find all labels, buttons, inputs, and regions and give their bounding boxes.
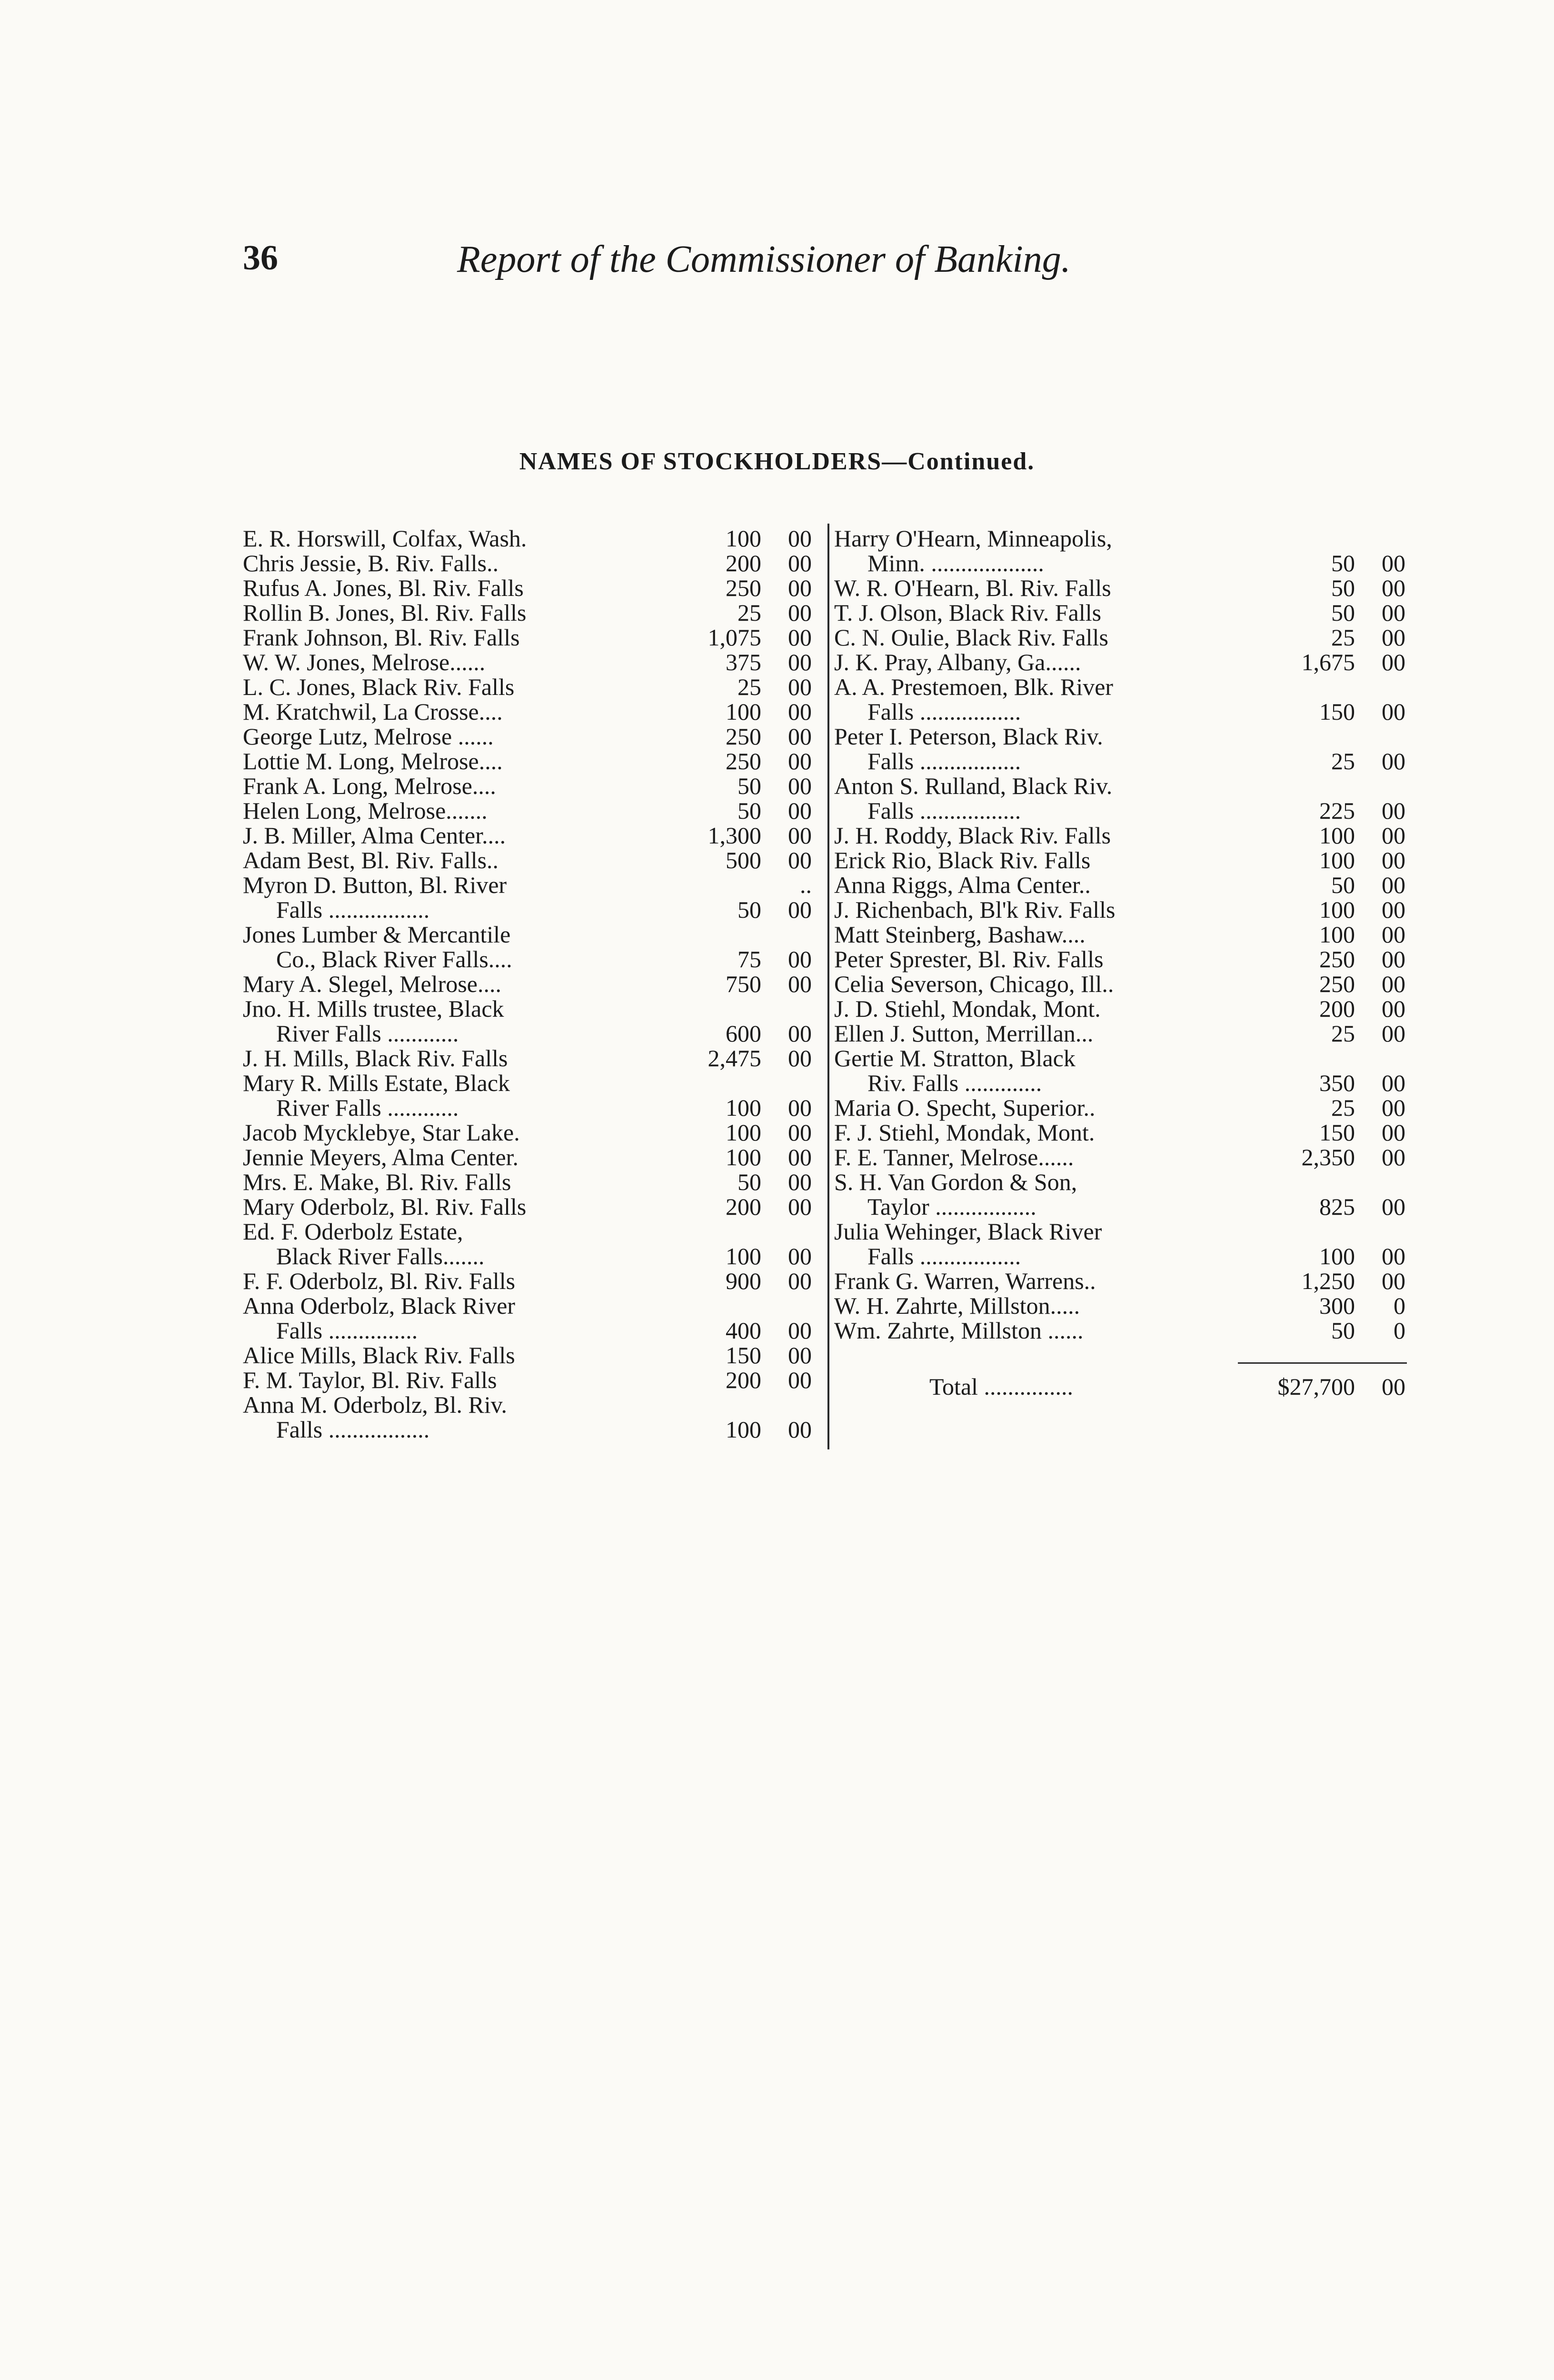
amount-cents: 00 <box>788 698 812 725</box>
stockholder-row <box>834 897 1405 922</box>
stockholder-name: Mary Oderbolz, Bl. Riv. Falls <box>243 1193 527 1220</box>
stockholder-row <box>834 1170 1405 1194</box>
amount-dollars: 100 <box>726 1243 761 1269</box>
amount-cents: 00 <box>1382 946 1405 972</box>
amount-dollars: 25 <box>737 674 761 700</box>
amount-dollars: 350 <box>1319 1070 1355 1096</box>
amount-dollars: 100 <box>1319 847 1355 873</box>
amount-dollars: 100 <box>1319 896 1355 923</box>
page-title: Report of the Commissioner of Banking. <box>457 238 1071 280</box>
amount-cents: 0 <box>1394 1292 1405 1319</box>
stockholder-row <box>243 1219 812 1244</box>
amount-dollars: 1,075 <box>707 624 761 651</box>
stockholder-name: W. R. O'Hearn, Bl. Riv. Falls <box>834 575 1111 601</box>
amount-cents: 00 <box>788 797 812 824</box>
amount-cents: 00 <box>788 575 812 601</box>
amount-cents: 00 <box>788 624 812 651</box>
amount-dollars: 225 <box>1319 797 1355 824</box>
page-number: 36 <box>243 238 278 278</box>
stockholder-name: River Falls ............ <box>276 1094 459 1121</box>
stockholder-name: Rufus A. Jones, Bl. Riv. Falls <box>243 575 524 601</box>
stockholder-row <box>834 1318 1405 1343</box>
amount-dollars: 400 <box>726 1317 761 1344</box>
stockholder-row <box>834 996 1405 1021</box>
amount-dollars: 150 <box>1319 1119 1355 1146</box>
amount-dollars: 25 <box>1331 1094 1355 1121</box>
amount-cents: 00 <box>788 946 812 972</box>
amount-cents: 00 <box>1382 599 1405 626</box>
stockholder-row <box>243 972 812 996</box>
stockholder-name: Wm. Zahrte, Millston ...... <box>834 1317 1084 1344</box>
amount-cents: 00 <box>1382 624 1405 651</box>
stockholder-name: J. H. Roddy, Black Riv. Falls <box>834 822 1111 849</box>
amount-cents: 00 <box>788 1193 812 1220</box>
amount-cents: 00 <box>788 1342 812 1368</box>
amount-cents: 00 <box>1382 995 1405 1022</box>
amount-dollars: 100 <box>1319 822 1355 849</box>
stockholder-name: Ellen J. Sutton, Merrillan... <box>834 1020 1094 1047</box>
stockholder-name: Anna Riggs, Alma Center.. <box>834 872 1091 898</box>
stockholder-row <box>243 897 812 922</box>
stockholder-row <box>834 625 1405 650</box>
amount-cents: 00 <box>1382 575 1405 601</box>
stockholder-row <box>834 1071 1405 1095</box>
stockholder-name: Falls ............... <box>276 1317 418 1344</box>
amount-dollars: 200 <box>726 1367 761 1393</box>
amount-cents: 00 <box>788 1416 812 1443</box>
amount-cents: 00 <box>1382 1020 1405 1047</box>
stockholder-row <box>243 1368 812 1392</box>
stockholder-name: Minn. ................... <box>867 550 1044 576</box>
amount-cents: 00 <box>788 773 812 799</box>
page-header <box>243 238 1424 295</box>
stockholder-name: Mary R. Mills Estate, Black <box>243 1070 510 1096</box>
stockholder-list-left <box>243 526 812 1442</box>
stockholder-row <box>243 575 812 600</box>
stockholder-row <box>834 1293 1405 1318</box>
amount-cents: 00 <box>788 1020 812 1047</box>
amount-cents: 00 <box>1382 748 1405 774</box>
amount-dollars: 100 <box>726 1416 761 1443</box>
amount-dollars: 750 <box>726 971 761 997</box>
amount-dollars: 825 <box>1319 1193 1355 1220</box>
stockholder-row <box>243 1095 812 1120</box>
stockholder-row <box>243 1021 812 1046</box>
stockholder-name: T. J. Olson, Black Riv. Falls <box>834 599 1102 626</box>
stockholder-row <box>243 798 812 823</box>
amount-cents: 00 <box>1382 847 1405 873</box>
stockholder-row <box>834 1046 1405 1071</box>
stockholder-row <box>834 724 1405 749</box>
amount-dollars: 50 <box>1331 1317 1355 1344</box>
amount-dollars: 250 <box>726 575 761 601</box>
amount-cents: 00 <box>788 1268 812 1294</box>
stockholder-name: C. N. Oulie, Black Riv. Falls <box>834 624 1108 651</box>
stockholder-name: F. F. Oderbolz, Bl. Riv. Falls <box>243 1268 516 1294</box>
stockholder-name: J. B. Miller, Alma Center.... <box>243 822 506 849</box>
stockholder-name: Helen Long, Melrose....... <box>243 797 488 824</box>
amount-cents: 00 <box>788 1119 812 1146</box>
amount-dollars: 50 <box>1331 575 1355 601</box>
stockholder-name: Taylor ................. <box>867 1193 1036 1220</box>
stockholder-name: S. H. Van Gordon & Son, <box>834 1169 1077 1195</box>
stockholder-name: Falls ................. <box>867 797 1021 824</box>
stockholder-name: Falls ................. <box>867 1243 1021 1269</box>
amount-dollars: 1,675 <box>1301 649 1355 675</box>
stockholder-row <box>243 625 812 650</box>
stockholder-name: Peter Sprester, Bl. Riv. Falls <box>834 946 1104 972</box>
amount-cents: 00 <box>1382 971 1405 997</box>
stockholder-name: Black River Falls....... <box>276 1243 485 1269</box>
stockholder-name: Falls ................. <box>276 896 430 923</box>
amount-dollars: 100 <box>726 1144 761 1170</box>
stockholder-name: Chris Jessie, B. Riv. Falls.. <box>243 550 499 576</box>
stockholder-name: J. H. Mills, Black Riv. Falls <box>243 1045 508 1071</box>
amount-cents: 00 <box>1382 649 1405 675</box>
stockholder-row <box>243 1318 812 1343</box>
stockholder-name: Rollin B. Jones, Bl. Riv. Falls <box>243 599 527 626</box>
stockholder-row <box>243 1417 812 1442</box>
amount-dollars: 25 <box>1331 1020 1355 1047</box>
stockholder-row <box>834 575 1405 600</box>
stockholder-row <box>243 1392 812 1417</box>
stockholder-row <box>834 1145 1405 1170</box>
stockholder-name: Julia Wehinger, Black River <box>834 1218 1102 1245</box>
stockholder-row <box>243 947 812 972</box>
amount-dollars: 300 <box>1319 1292 1355 1319</box>
stockholder-name: L. C. Jones, Black Riv. Falls <box>243 674 515 700</box>
stockholder-name: Mrs. E. Make, Bl. Riv. Falls <box>243 1169 511 1195</box>
stockholder-row <box>834 699 1405 724</box>
stockholder-name: Alice Mills, Black Riv. Falls <box>243 1342 515 1368</box>
stockholder-name: W. H. Zahrte, Millston..... <box>834 1292 1080 1319</box>
amount-cents: 00 <box>1382 1243 1405 1269</box>
stockholder-row <box>834 749 1405 774</box>
stockholder-row <box>834 972 1405 996</box>
amount-cents: 00 <box>1382 1193 1405 1220</box>
stockholder-row <box>834 1021 1405 1046</box>
stockholder-row <box>243 873 812 897</box>
stockholder-name: J. K. Pray, Albany, Ga...... <box>834 649 1081 675</box>
stockholder-name: Co., Black River Falls.... <box>276 946 512 972</box>
amount-dollars: 50 <box>737 773 761 799</box>
amount-cents: 00 <box>788 1144 812 1170</box>
amount-cents: 00 <box>788 1169 812 1195</box>
amount-dollars: 2,350 <box>1301 1144 1355 1170</box>
total-label: Total ............... <box>929 1373 1074 1400</box>
amount-dollars: 250 <box>726 723 761 750</box>
amount-dollars: 500 <box>726 847 761 873</box>
total-dollars: $27,700 <box>1277 1373 1355 1400</box>
stockholder-row <box>243 699 812 724</box>
amount-cents: .. <box>800 872 812 898</box>
stockholder-row <box>834 823 1405 848</box>
stockholder-row <box>834 551 1405 575</box>
amount-dollars: 100 <box>726 698 761 725</box>
stockholder-row <box>834 1244 1405 1269</box>
stockholder-row <box>243 922 812 947</box>
amount-dollars: 250 <box>1319 971 1355 997</box>
amount-dollars: 100 <box>726 1119 761 1146</box>
amount-cents: 00 <box>788 822 812 849</box>
stockholder-name: Erick Rio, Black Riv. Falls <box>834 847 1091 873</box>
stockholder-name: Frank Johnson, Bl. Riv. Falls <box>243 624 520 651</box>
stockholder-row <box>243 526 812 551</box>
stockholder-name: E. R. Horswill, Colfax, Wash. <box>243 525 527 552</box>
stockholder-row <box>834 1095 1405 1120</box>
amount-dollars: 900 <box>726 1268 761 1294</box>
stockholder-name: F. M. Taylor, Bl. Riv. Falls <box>243 1367 497 1393</box>
amount-dollars: 600 <box>726 1020 761 1047</box>
amount-dollars: 25 <box>737 599 761 626</box>
amount-dollars: 2,475 <box>707 1045 761 1071</box>
amount-dollars: 50 <box>1331 872 1355 898</box>
stockholder-row <box>834 1269 1405 1293</box>
amount-dollars: 1,250 <box>1301 1268 1355 1294</box>
amount-dollars: 50 <box>737 797 761 824</box>
stockholder-name: Falls ................. <box>867 698 1021 725</box>
stockholder-name: Gertie M. Stratton, Black <box>834 1045 1076 1071</box>
total-cents: 00 <box>1382 1373 1405 1400</box>
amount-cents: 00 <box>788 1094 812 1121</box>
amount-dollars: 200 <box>1319 995 1355 1022</box>
stockholder-row <box>243 650 812 674</box>
stockholder-row <box>243 1194 812 1219</box>
total-rule <box>1238 1362 1407 1364</box>
amount-cents: 00 <box>788 723 812 750</box>
stockholder-row <box>243 848 812 873</box>
amount-dollars: 100 <box>726 525 761 552</box>
stockholder-name: Maria O. Specht, Superior.. <box>834 1094 1096 1121</box>
stockholder-name: M. Kratchwil, La Crosse.... <box>243 698 503 725</box>
stockholder-row <box>834 1120 1405 1145</box>
amount-dollars: 200 <box>726 1193 761 1220</box>
amount-cents: 00 <box>788 1367 812 1393</box>
stockholder-name: Falls ................. <box>276 1416 430 1443</box>
amount-cents: 00 <box>1382 896 1405 923</box>
stockholder-name: River Falls ............ <box>276 1020 459 1047</box>
stockholder-row <box>834 1194 1405 1219</box>
amount-dollars: 200 <box>726 550 761 576</box>
amount-cents: 00 <box>1382 872 1405 898</box>
amount-dollars: 100 <box>1319 1243 1355 1269</box>
amount-dollars: 25 <box>1331 624 1355 651</box>
stockholder-name: F. J. Stiehl, Mondak, Mont. <box>834 1119 1095 1146</box>
stockholder-row <box>243 674 812 699</box>
stockholder-name: Frank G. Warren, Warrens.. <box>834 1268 1096 1294</box>
amount-cents: 00 <box>1382 921 1405 948</box>
amount-cents: 00 <box>788 971 812 997</box>
stockholder-row <box>243 551 812 575</box>
stockholder-row <box>834 848 1405 873</box>
stockholder-row <box>243 1293 812 1318</box>
amount-cents: 00 <box>788 674 812 700</box>
stockholder-row <box>834 650 1405 674</box>
stockholder-row <box>834 1219 1405 1244</box>
amount-cents: 00 <box>788 550 812 576</box>
stockholder-name: A. A. Prestemoen, Blk. River <box>834 674 1114 700</box>
amount-cents: 00 <box>1382 1094 1405 1121</box>
stockholder-name: Matt Steinberg, Bashaw.... <box>834 921 1086 948</box>
stockholder-row <box>834 774 1405 798</box>
amount-cents: 00 <box>788 1045 812 1071</box>
stockholder-row <box>243 1145 812 1170</box>
stockholder-row <box>243 724 812 749</box>
amount-cents: 00 <box>788 649 812 675</box>
stockholder-row <box>834 798 1405 823</box>
column-divider <box>827 524 829 1449</box>
amount-cents: 00 <box>788 748 812 774</box>
amount-cents: 00 <box>1382 797 1405 824</box>
amount-dollars: 375 <box>726 649 761 675</box>
total-row <box>834 1374 1405 1399</box>
amount-cents: 0 <box>1394 1317 1405 1344</box>
stockholder-name: Adam Best, Bl. Riv. Falls.. <box>243 847 499 873</box>
amount-cents: 00 <box>788 1243 812 1269</box>
stockholder-row <box>243 1343 812 1368</box>
stockholder-name: Jennie Meyers, Alma Center. <box>243 1144 519 1170</box>
stockholder-name: Riv. Falls ............. <box>867 1070 1042 1096</box>
stockholder-name: Mary A. Slegel, Melrose.... <box>243 971 501 997</box>
stockholder-name: Frank A. Long, Melrose.... <box>243 773 496 799</box>
amount-cents: 00 <box>1382 1144 1405 1170</box>
stockholder-row <box>243 823 812 848</box>
amount-dollars: 50 <box>737 1169 761 1195</box>
stockholder-name: Anna Oderbolz, Black River <box>243 1292 516 1319</box>
stockholder-row <box>243 749 812 774</box>
stockholder-row <box>243 1170 812 1194</box>
stockholder-row <box>243 600 812 625</box>
stockholder-row <box>243 996 812 1021</box>
stockholder-row <box>834 526 1405 551</box>
stockholder-name: Peter I. Peterson, Black Riv. <box>834 723 1103 750</box>
amount-cents: 00 <box>788 599 812 626</box>
stockholder-name: Anton S. Rulland, Black Riv. <box>834 773 1113 799</box>
stockholder-row <box>243 1046 812 1071</box>
section-title: NAMES OF STOCKHOLDERS—Continued. <box>519 448 1035 475</box>
stockholder-name: J. Richenbach, Bl'k Riv. Falls <box>834 896 1116 923</box>
amount-dollars: 250 <box>726 748 761 774</box>
amount-cents: 00 <box>1382 550 1405 576</box>
amount-cents: 00 <box>788 896 812 923</box>
amount-dollars: 50 <box>1331 599 1355 626</box>
stockholder-name: J. D. Stiehl, Mondak, Mont. <box>834 995 1101 1022</box>
amount-dollars: 250 <box>1319 946 1355 972</box>
stockholder-name: Ed. F. Oderbolz Estate, <box>243 1218 463 1245</box>
stockholder-name: F. E. Tanner, Melrose...... <box>834 1144 1074 1170</box>
amount-cents: 00 <box>788 1317 812 1344</box>
amount-cents: 00 <box>1382 1268 1405 1294</box>
amount-dollars: 50 <box>737 896 761 923</box>
amount-cents: 00 <box>788 525 812 552</box>
amount-dollars: 75 <box>737 946 761 972</box>
stockholder-name: Celia Severson, Chicago, Ill.. <box>834 971 1114 997</box>
amount-dollars: 150 <box>726 1342 761 1368</box>
amount-cents: 00 <box>1382 822 1405 849</box>
amount-dollars: 100 <box>726 1094 761 1121</box>
stockholder-row <box>834 600 1405 625</box>
stockholder-name: W. W. Jones, Melrose...... <box>243 649 486 675</box>
stockholder-name: Anna M. Oderbolz, Bl. Riv. <box>243 1391 508 1418</box>
stockholder-row <box>243 1120 812 1145</box>
stockholder-row <box>243 1244 812 1269</box>
amount-dollars: 50 <box>1331 550 1355 576</box>
amount-cents: 00 <box>1382 1119 1405 1146</box>
stockholder-list-right <box>834 526 1405 1343</box>
stockholder-name: Lottie M. Long, Melrose.... <box>243 748 503 774</box>
stockholder-row <box>834 674 1405 699</box>
stockholder-row <box>834 947 1405 972</box>
amount-cents: 00 <box>1382 698 1405 725</box>
amount-dollars: 150 <box>1319 698 1355 725</box>
amount-cents: 00 <box>788 847 812 873</box>
stockholder-row <box>243 1071 812 1095</box>
amount-dollars: 25 <box>1331 748 1355 774</box>
stockholder-row <box>834 922 1405 947</box>
stockholder-name: Jacob Mycklebye, Star Lake. <box>243 1119 520 1146</box>
stockholder-name: Myron D. Button, Bl. River <box>243 872 507 898</box>
stockholder-name: Falls ................. <box>867 748 1021 774</box>
stockholder-name: George Lutz, Melrose ...... <box>243 723 494 750</box>
stockholder-row <box>834 873 1405 897</box>
stockholder-name: Harry O'Hearn, Minneapolis, <box>834 525 1112 552</box>
stockholder-name: Jones Lumber & Mercantile <box>243 921 511 948</box>
amount-dollars: 1,300 <box>707 822 761 849</box>
amount-cents: 00 <box>1382 1070 1405 1096</box>
stockholder-name: Jno. H. Mills trustee, Black <box>243 995 504 1022</box>
amount-dollars: 100 <box>1319 921 1355 948</box>
stockholder-row <box>243 774 812 798</box>
stockholder-row <box>243 1269 812 1293</box>
